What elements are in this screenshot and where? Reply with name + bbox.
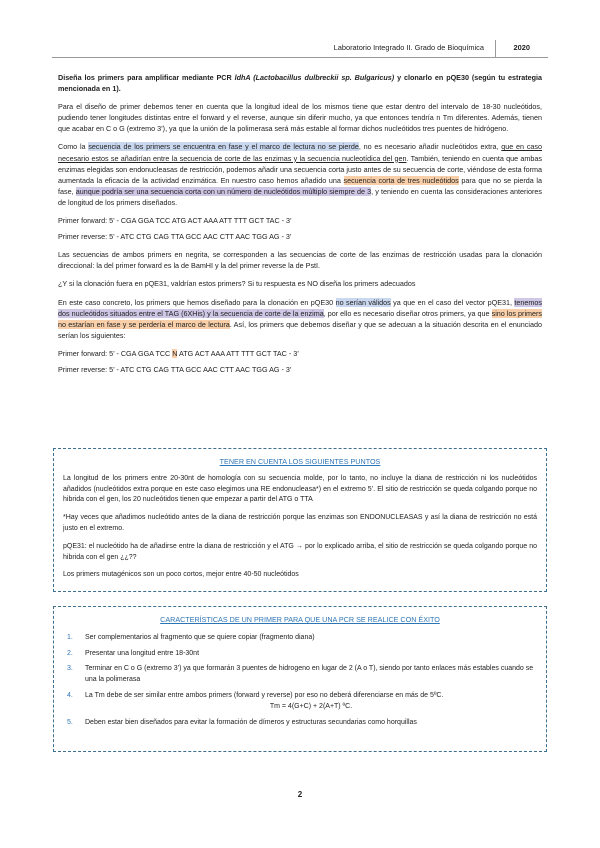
p5-t5: , por ello es necesario diseñar otros primers, ya que	[323, 308, 492, 318]
list-text: Ser complementarios al fragmento que se quiere copiar (fragmento diana)	[85, 633, 315, 641]
paragraph-primer-length: Para el diseño de primer debemos tener en cuenta que la longitud ideal de los mismos tiene que estar dentro del intervalo de 18-30 nucleótidos, pudiendo tener longitudes distintas entre el forward y el reverse, aunque sin diferir mucho, ya que entonces tendría n Tm diferentes. Además, tienen que acabar en C o G (extremo 3’), ya que la unión de la polimerasa será más estable al formar dichos nucleótidos tres puentes de hidrógeno.	[58, 102, 542, 134]
list-text	[85, 691, 537, 713]
p5-highlight-invalid: no serían válidos	[335, 297, 391, 307]
p3-t1: Como la	[58, 142, 89, 152]
list-number: 3.	[67, 665, 73, 673]
list-item	[63, 633, 537, 644]
notes-box-p3: pQE31: el nucleótido ha de añadirse entre la diana de restricción y el ATG → por lo explicado arriba, el sitio de restricción se queda colgando porque no hibrida con el gen ¿¿??	[63, 542, 537, 561]
primer-forward-2	[58, 348, 542, 359]
main-content	[58, 72, 542, 382]
p3-t3: , no es necesario añadir nucleótidos extra,	[358, 142, 502, 152]
list-text: Deben estar bien diseñados para evitar la formación de dímeros y estructuras secundarias como horquillas	[85, 718, 417, 726]
primer-forward-2-b: ATG ACT AAA ATT TTT GCT TAC - 3’	[177, 348, 299, 358]
p3-t9: , y teniendo en cuenta las consideraciones anteriores de longitud de los primers diseñados.	[58, 186, 542, 207]
p5-highlight-frame: sino los primers no estarían en fase y se perdería el marco de lectura	[58, 308, 543, 329]
p5-t1: En este caso concreto, los primers que hemos diseñado para la clonación en pQE30	[58, 297, 336, 307]
header-divider	[495, 40, 496, 57]
page-number: 2	[297, 790, 303, 799]
paragraph-pqe31	[58, 297, 542, 341]
characteristics-box-title: CARACTERÍSTICAS DE UN PRIMER PARA QUE UNA PCR SE REALICE CON ÉXITO	[160, 615, 440, 624]
tm-formula: Tm = 4(G+C) + 2(A+T) ºC.	[269, 702, 353, 710]
paragraph-phase	[58, 141, 542, 208]
primer-forward-1: Primer forward: 5’ - CGA GGA TCC ATG ACT AAA ATT TTT GCT TAC - 3’	[58, 216, 292, 226]
list-number: 5.	[67, 718, 73, 726]
question-1-text-a: Diseña los primers para amplificar mediante PCR	[58, 73, 235, 82]
primer-forward-2-a: Primer forward: 5’ - CGA GGA TCC	[58, 348, 173, 358]
primer-forward-2-n: N	[172, 348, 178, 358]
list-text: Presentar una longitud entre 18-30nt	[85, 649, 200, 657]
characteristics-box	[53, 606, 547, 752]
page-header	[52, 40, 548, 58]
notes-box-p4: Los primers mutagénicos son un poco cortos, mejor entre 40-50 nucleótidos	[63, 571, 299, 579]
notes-box-p2: *Hay veces que añadimos nucleótido antes de la diana de restricción porque las enzimas son ENDONUCLEASAS y así la diana de restricción no está justo en el extremo.	[63, 514, 537, 532]
list-item	[63, 691, 537, 713]
list-item	[63, 649, 537, 660]
list-number: 4.	[67, 691, 73, 699]
paragraph-restriction: Las secuencias de ambos primers en negrita, se corresponden a las secuencias de corte de las enzimas de restricción usadas para la clonación direccional: la del primer forward es la de BamHI y la del primer reverse la de PstI.	[58, 250, 542, 271]
header-title: Laboratorio Integrado II. Grado de Bioquímica	[333, 43, 484, 52]
p3-underlined: que en caso necesario estos se añadirían entre la secuencia de corte de las enzimas y la secuencia nucleotídica del gen	[58, 142, 543, 163]
list-item	[63, 718, 537, 729]
list-number: 1.	[67, 633, 73, 641]
question-2: ¿Y si la clonación fuera en pQE31, valdrían estos primers? Si tu respuesta es NO diseña los primers adecuados	[58, 279, 416, 289]
question-1-gene: ldhA (Lactobacillus dulbreckii sp. Bulgaricus)	[234, 73, 395, 82]
p5-highlight-nucleotides: tenemos dos nucleótidos situados entre el TAG (6XHis) y la secuencia de corte de la enzima	[58, 297, 542, 318]
question-1-text-b: y clonarlo en pQE30 (según tu estrategia mencionada en 1).	[58, 73, 543, 94]
p3-highlight-multiple: aunque podría ser una secuencia corta con un número de nucleótidos múltiplo siempre de 3	[75, 186, 372, 196]
list-text-tm: La Tm debe de ser similar entre ambos primers (forward y reverse) por eso no deberá diferenciarse en más de 5ºC.	[85, 691, 444, 699]
p5-t7: . Así, los primers que debemos diseñar y que se adecuan a la situación descrita en el enunciado serían los siguientes:	[58, 319, 542, 340]
p3-highlight-short-seq: secuencia corta de tres nucleótidos	[343, 175, 459, 185]
primer-reverse-1: Primer reverse: 5’ - ATC CTG CAG TTA GCC AAC CTT AAC TGG AG - 3’	[58, 232, 292, 242]
list-number: 2.	[67, 649, 73, 657]
p3-t5: . También, teniendo en cuenta que ambas enzimas elegidas son endonucleasas de restricción, podemos añadir una secuencia corta justo antes de su secuencia de corte, viéndose de esta forma aumentada la eficacia de la actividad enzimática. En nuestro caso hemos añadido una	[58, 153, 542, 185]
notes-box-p1: La longitud de los primers entre 20-30nt de homología con su secuencia molde, por lo tanto, no incluye la diana de restricción ni los nucleótidos añadidos (nucleótidos extra porque en este caso elegimos una RE endonucleasa*) en el extremo 5’. El sitio de restricción se queda colgando porque no hibrida con el gen, los 20 nucleótidos tienen que empezar a partir del ATG o TTA	[63, 474, 537, 504]
p3-t7: para que no se pierda la fase,	[58, 175, 543, 196]
question-1	[58, 72, 542, 94]
notes-box-title: TENER EN CUENTA LOS SIGUIENTES PUNTOS	[219, 457, 381, 466]
header-year: 2020	[513, 43, 530, 52]
p5-t3: ya que en el caso del vector pQE31,	[390, 297, 515, 307]
list-text: Terminar en C o G (extremo 3’) ya que formarán 3 puentes de hidrogeno en lugar de 2 (A o T), siendo por tanto enlaces más estables cuando se una la polimerasa	[85, 665, 534, 684]
notes-box	[53, 448, 547, 592]
primer-reverse-2: Primer reverse: 5’ - ATC CTG CAG TTA GCC AAC CTT AAC TGG AG - 3’	[58, 364, 292, 374]
list-item	[63, 664, 537, 686]
p3-highlight-phase: secuencia de los primers se encuentra en fase y el marco de lectura no se pierde	[88, 142, 359, 152]
